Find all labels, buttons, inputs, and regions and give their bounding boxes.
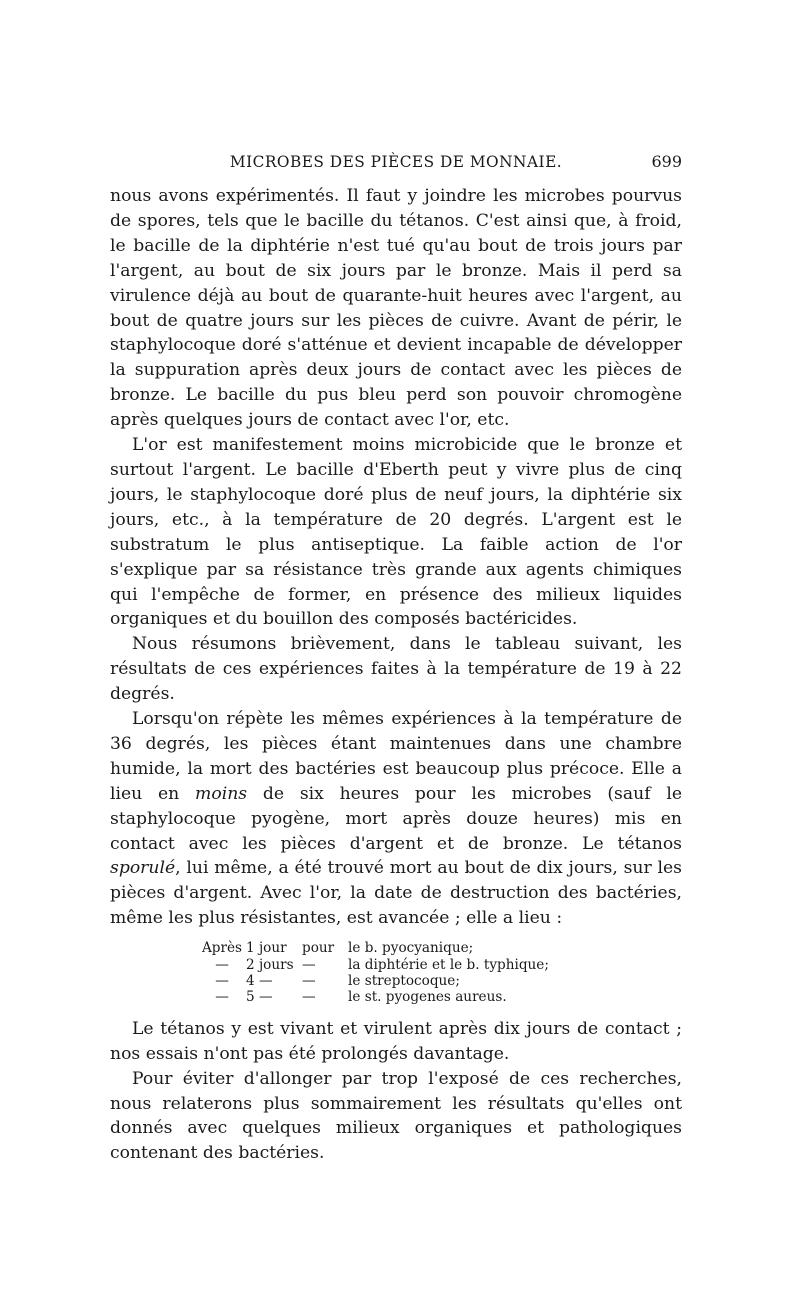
results-table bbox=[198, 940, 638, 1006]
paragraph-4 bbox=[110, 707, 682, 931]
running-title: MICROBES DES PIÈCES DE MONNAIE. bbox=[229, 152, 563, 171]
table-cell: 2 jours bbox=[246, 956, 294, 973]
table-cell: la diphtérie et le b. typhique; bbox=[348, 956, 549, 973]
table-cell: — bbox=[302, 973, 316, 989]
table-cell: — bbox=[215, 989, 229, 1006]
table-cell: le b. pyocyanique; bbox=[348, 940, 474, 957]
table-cell: pour bbox=[302, 940, 335, 957]
paragraph-1: nous avons expérimentés. Il faut y joindre les microbes pourvus de spores, tels que le bacille du tétanos. C'est ainsi que, à froid, le bacille de la diphtérie n'est tué qu'au bout de trois jours par l'argent, au bout de six jours par le bronze. Mais il perd sa virulence déjà au bout de quarante-huit heures avec l'argent, au bout de quatre jours sur les pièces de cuivre. Avant de périr, le staphylocoque doré s'atténue et devient incapable de développer la suppuration après deux jours de contact avec les pièces de bronze. Le bacille du pus bleu perd son pouvoir chromogène après quelques jours de contact avec l'or, etc. bbox=[110, 186, 682, 431]
table-row bbox=[198, 989, 638, 1005]
paragraph-4-text-b: de six heures pour les microbes (sauf le staphylocoque pyogène, mort après douze heures) mis en contact avec les pièces d'argent et de bronze. Le tétanos bbox=[110, 783, 683, 854]
table-cell: 4 — bbox=[246, 973, 273, 989]
table-row bbox=[198, 973, 638, 989]
body-text bbox=[110, 184, 682, 1166]
table-cell: 5 — bbox=[246, 989, 273, 1006]
table-cell: — bbox=[215, 956, 229, 973]
table-cell: — bbox=[302, 956, 316, 973]
table-row bbox=[198, 940, 638, 956]
paragraph-5: Le tétanos y est vivant et virulent après dix jours de contact ; nos essais n'ont pas été prolongés davantage. bbox=[110, 1018, 682, 1064]
paragraph-6: Pour éviter d'allonger par trop l'exposé de ces recherches, nous relaterons plus sommairement les résultats qu'elles ont donnés avec quelques milieux organiques et pathologiques contenant des bactéries. bbox=[110, 1068, 682, 1164]
paragraph-4-text-a: Lorsqu'on répète les mêmes expériences à la température de 36 degrés, les pièces étant maintenues dans une chambre humide, la mort des bactéries est beaucoup plus précoce. Elle a lieu en bbox=[110, 709, 682, 804]
paragraph-3: Nous résumons brièvement, dans le tableau suivant, les résultats de ces expériences faites à la température de 19 à 22 degrés. bbox=[110, 634, 682, 705]
page-header bbox=[110, 152, 682, 178]
page-number: 699 bbox=[651, 152, 682, 171]
table-cell: Après bbox=[201, 940, 243, 957]
paragraph-4-emphasis-moins: moins bbox=[195, 783, 248, 804]
paragraph-4-text-c: , lui même, a été trouvé mort au bout de dix jours, sur les pièces d'argent. Avec l'or, la date de destruction des bactéries, même les plus résistantes, est avancée ; elle a lieu : bbox=[110, 858, 682, 929]
table-row bbox=[198, 957, 638, 973]
table-cell: le st. pyogenes aureus. bbox=[348, 989, 507, 1006]
table-cell: — bbox=[215, 973, 229, 989]
table-cell: 1 jour bbox=[246, 940, 287, 957]
table-cell: — bbox=[302, 989, 316, 1006]
table-cell: le streptocoque; bbox=[348, 973, 460, 989]
paragraph-2: L'or est manifestement moins microbicide que le bronze et surtout l'argent. Le bacille d'Eberth peut y vivre plus de cinq jours, le staphylocoque doré plus de neuf jours, la diphtérie six jours, etc., à la température de 20 degrés. L'argent est le substratum le plus antiseptique. La faible action de l'or s'explique par sa résistance très grande aux agents chimiques qui l'empêche de former, en présence des milieux liquides organiques et du bouillon des composés bactéricides. bbox=[110, 435, 682, 630]
paragraph-4-emphasis-sporule: sporulé bbox=[110, 858, 176, 879]
